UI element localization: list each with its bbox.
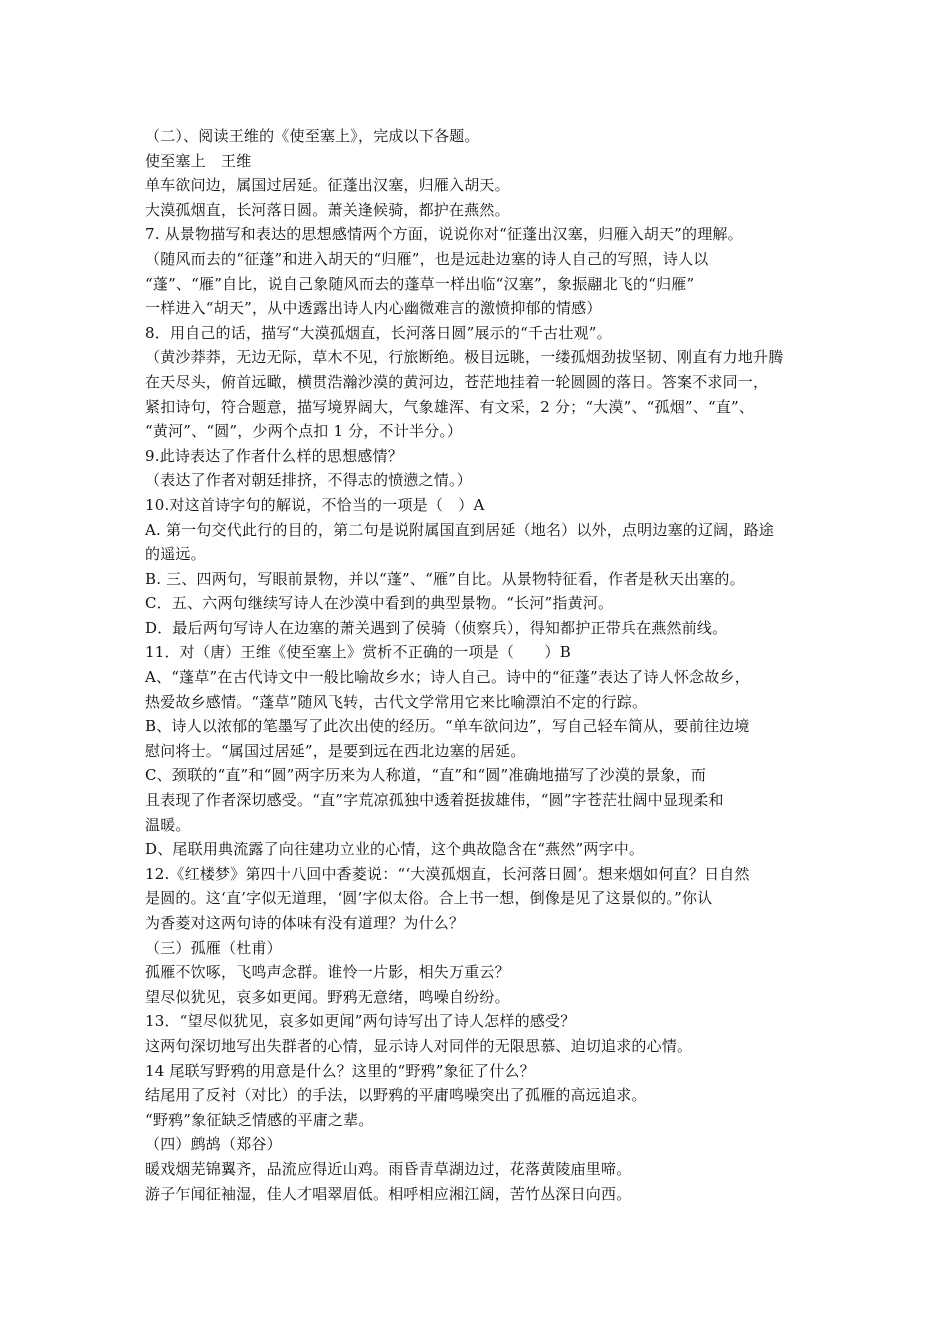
poem-line: 单车欲问边，属国过居延。征蓬出汉塞，归雁入胡天。 <box>145 176 510 195</box>
option-line: C、颈联的“直”和“圆”两字历来为人称道，“直”和“圆”准确地描写了沙漠的景象，而 <box>145 766 707 785</box>
answer-line: 在天尽头，俯首远瞰，横贯浩瀚沙漠的黄河边，苍茫地挂着一轮圆圆的落日。答案不求同一， <box>145 372 769 391</box>
section-heading-2: （二）、阅读王维的《使至塞上》，完成以下各题。 <box>145 127 480 145</box>
poem-line: 游子乍闻征袖湿，佳人才唱翠眉低。相呼相应湘江阔，苦竹丛深日向西。 <box>145 1184 632 1203</box>
option-line: 慰问将士。“属国过居延”，是要到远在西北边塞的居延。 <box>145 741 526 760</box>
option-line: C．五、六两句继续写诗人在沙漠中看到的典型景物。“长河”指黄河。 <box>145 594 614 613</box>
option-line: D．最后两句写诗人在边塞的萧关遇到了侯骑（侦察兵），得知都护正带兵在燕然前线。 <box>145 618 728 637</box>
option-line: 温暖。 <box>145 815 191 834</box>
option-line: 的遥远。 <box>145 545 206 564</box>
question-10: 10.对这首诗字句的解说，不恰当的一项是（ ）A <box>145 495 485 514</box>
option-line: 热爱故乡感情。“蓬草”随风飞转，古代文学常用它来比喻漂泊不定的行踪。 <box>145 692 648 711</box>
option-line: D、尾联用典流露了向往建功立业的心情，这个典故隐含在“燕然”两字中。 <box>145 840 645 859</box>
poem-line: 暖戏烟芜锦翼齐，品流应得近山鸡。雨昏青草湖边过，花落黄陵庙里啼。 <box>145 1159 632 1178</box>
option-line: B、诗人以浓郁的笔墨写了此次出使的经历。“单车欲问边”，写自己轻车简从，要前往边境 <box>145 717 750 736</box>
poem-line: 望尽似犹见，哀多如更闻。野鸦无意绪，鸣噪自纷纷。 <box>145 987 510 1006</box>
option-line: A. 第一句交代此行的目的，第二句是说附属国直到居延（地名）以外，点明边塞的辽阔，路途 <box>145 520 774 539</box>
option-line: B. 三、四两句，写眼前景物，并以“蓬”、“雁”自比。从景物特征看，作者是秋天出塞的。 <box>145 569 745 588</box>
poem-line: 孤雁不饮啄，飞鸣声念群。谁怜一片影，相失万重云？ <box>145 963 510 982</box>
section-heading-3: （三）孤雁（杜甫） <box>145 938 282 957</box>
question-12: 是圆的。这‘直’字似无道理，‘圆’字似太俗。合上书一想，倒像是见了这景似的。”你认 <box>145 889 713 908</box>
question-13: 13．“望尽似犹见，哀多如更闻”两句诗写出了诗人怎样的感受？ <box>145 1012 576 1031</box>
option-line: A、“蓬草”在古代诗文中一般比喻故乡水；诗人自己。诗中的“征蓬”表达了诗人怀念故乡， <box>145 668 750 687</box>
question-12: 为香菱对这两句诗的体味有没有道理？为什么？ <box>145 914 465 932</box>
question-14: 14 尾联写野鸦的用意是什么？这里的“野鸦”象征了什么？ <box>145 1061 535 1080</box>
answer-line: 结尾用了反衬（对比）的手法，以野鸦的平庸鸣噪突出了孤雁的高远追求。 <box>145 1086 647 1105</box>
answer-line: （表达了作者对朝廷排挤，不得志的愤懑之情。） <box>145 471 472 490</box>
section-heading-4: （四）鹧鸪（郑谷） <box>145 1135 282 1154</box>
answer-line: “野鸦”象征缺乏情感的平庸之辈。 <box>145 1110 374 1129</box>
answer-line: （随风而去的“征蓬”和进入胡天的“归雁”，也是远赴边塞的诗人自己的写照，诗人以 <box>145 249 709 268</box>
option-line: 且表现了作者深切感受。“直”字荒凉孤独中透着挺拔雄伟，“圆”字苍茫壮阔中显现柔和 <box>145 791 724 810</box>
question-7: 7. 从景物描写和表达的思想感情两个方面，说说你对“征蓬出汉塞，归雁入胡天”的理解。 <box>145 225 743 244</box>
question-12: 12.《红楼梦》第四十八回中香菱说：“‘大漠孤烟直，长河落日圆’。想来烟如何直？日自然 <box>145 864 750 883</box>
question-9: 9.此诗表达了作者什么样的思想感情？ <box>145 446 403 465</box>
question-8: 8．用自己的话，描写“大漠孤烟直，长河落日圆”展示的“千古壮观”。 <box>145 323 612 342</box>
question-11: 11．对（唐）王维《使至塞上》赏析不正确的一项是（ ）B <box>145 643 571 662</box>
answer-line: 紧扣诗句，符合题意，描写境界阔大，气象雄浑、有文采，2 分；“大漠”、“孤烟”、“直”、 <box>145 397 755 416</box>
document-page <box>145 124 817 1206</box>
answer-line: “蓬”、“雁”自比，说自己象随风而去的蓬草一样出临“汉塞”，象振翮北飞的“归雁” <box>145 274 695 293</box>
poem-line: 大漠孤烟直，长河落日圆。萧关逢候骑，都护在燕然。 <box>145 200 510 219</box>
answer-line: “黄河”、“圆”，少两个点扣 1 分，不计半分。） <box>145 422 463 441</box>
answer-line: 一样进入“胡天”，从中透露出诗人内心幽微难言的激愤抑郁的情感） <box>145 299 602 318</box>
answer-line: 这两句深切地写出失群者的心情，显示诗人对同伴的无限思慕、迫切追求的心情。 <box>145 1036 693 1055</box>
poem-title: 使至塞上 王维 <box>145 151 252 170</box>
answer-line: （黄沙莽莽，无边无际，草木不见，行旅断绝。极目远眺，一缕孤烟劲拔坚韧、刚直有力地升腾 <box>145 348 784 367</box>
